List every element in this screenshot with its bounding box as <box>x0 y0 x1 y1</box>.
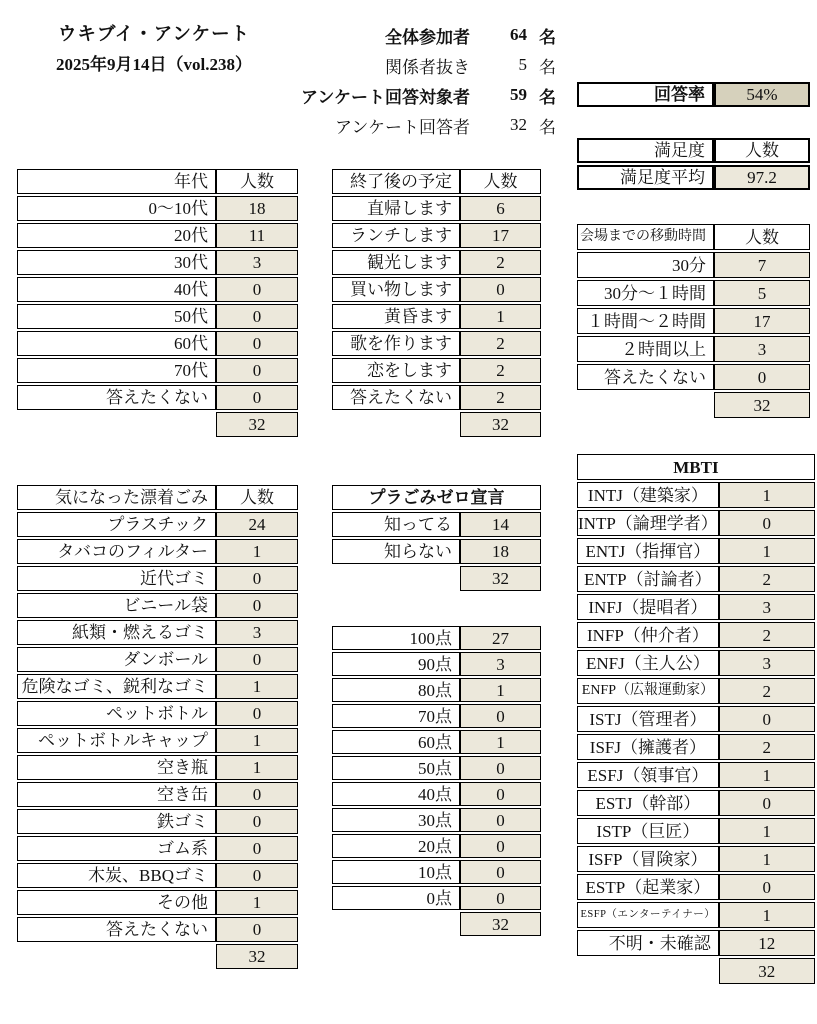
table-row <box>332 250 541 275</box>
empty-cell <box>577 392 714 418</box>
table-header-row <box>17 169 298 194</box>
row-label: ENFP（広報運動家） <box>577 678 719 704</box>
stat-row-survey-targets <box>200 80 573 110</box>
table-row <box>17 512 298 537</box>
row-value: 2 <box>460 331 541 356</box>
total-row <box>17 944 298 969</box>
row-label: 40点 <box>332 782 460 806</box>
row-label: 紙類・燃えるゴミ <box>17 620 216 645</box>
table-row <box>577 364 810 390</box>
row-value: 0 <box>460 834 541 858</box>
row-label: タバコのフィルター <box>17 539 216 564</box>
empty-cell <box>332 566 460 591</box>
table-row <box>577 902 815 928</box>
stat-row-excluding-staff <box>200 50 573 80</box>
row-label: ペットボトルキャップ <box>17 728 216 753</box>
stat-label: 全体参加者 <box>385 27 470 47</box>
row-value: 0 <box>460 808 541 832</box>
plastic-zero-table <box>332 483 541 593</box>
drift-garbage-header: 気になった漂着ごみ <box>17 485 216 510</box>
table-row <box>17 782 298 807</box>
score-table <box>332 624 541 938</box>
table-row <box>17 728 298 753</box>
row-label: 10点 <box>332 860 460 884</box>
row-label: 知らない <box>332 539 460 564</box>
row-label: 空き缶 <box>17 782 216 807</box>
row-value: 7 <box>714 252 810 278</box>
table-row <box>577 165 810 190</box>
row-label: ISTP（巨匠） <box>577 818 719 844</box>
table-row <box>577 538 815 564</box>
table-row <box>17 863 298 888</box>
row-value: 12 <box>719 930 815 956</box>
table-row <box>17 304 298 329</box>
table-row <box>17 917 298 942</box>
row-label: ESTJ（幹部） <box>577 790 719 816</box>
mbti-table <box>577 452 815 986</box>
row-value: 17 <box>460 223 541 248</box>
row-label: ２時間以上 <box>577 336 714 362</box>
row-label: 60代 <box>17 331 216 356</box>
row-value: 1 <box>719 818 815 844</box>
row-value: 1 <box>216 755 298 780</box>
row-label: 70点 <box>332 704 460 728</box>
row-label: 0～10代 <box>17 196 216 221</box>
row-value: 0 <box>216 809 298 834</box>
table-row <box>577 734 815 760</box>
table-header-row <box>577 138 810 163</box>
row-value: 0 <box>460 860 541 884</box>
row-label: 不明・未確認 <box>577 930 719 956</box>
total-value: 32 <box>714 392 810 418</box>
table-row <box>17 755 298 780</box>
table-row <box>332 385 541 410</box>
row-label: 直帰します <box>332 196 460 221</box>
row-value: 2 <box>460 385 541 410</box>
row-value: 3 <box>719 594 815 620</box>
table-row <box>332 277 541 302</box>
satisfaction-avg-value: 97.2 <box>714 165 810 190</box>
total-row <box>577 392 810 418</box>
row-value: 0 <box>460 704 541 728</box>
row-label: 答えたくない <box>577 364 714 390</box>
row-label: 答えたくない <box>17 385 216 410</box>
table-row <box>332 678 541 702</box>
stat-value: 64 <box>510 25 527 44</box>
row-value: 0 <box>714 364 810 390</box>
row-value: 2 <box>719 622 815 648</box>
row-value: 0 <box>719 790 815 816</box>
table-row <box>332 539 541 564</box>
total-row <box>332 566 541 591</box>
drift-garbage-table <box>17 483 298 971</box>
row-label: INTP（論理学者） <box>577 510 719 536</box>
table-row <box>577 252 810 278</box>
after-plans-table <box>332 167 541 439</box>
row-value: 0 <box>216 304 298 329</box>
stat-unit: 名 <box>539 117 556 137</box>
table-row <box>332 704 541 728</box>
table-row <box>17 331 298 356</box>
stat-label: 関係者抜き <box>385 57 470 77</box>
row-value: 0 <box>216 782 298 807</box>
row-value: 0 <box>216 836 298 861</box>
row-value: 0 <box>216 701 298 726</box>
table-row <box>17 277 298 302</box>
table-row <box>332 358 541 383</box>
empty-cell <box>17 412 216 437</box>
total-row <box>577 958 815 984</box>
table-row <box>17 836 298 861</box>
row-value: 2 <box>719 678 815 704</box>
page-title: ウキブイ・アンケート <box>57 25 251 45</box>
row-label: 80点 <box>332 678 460 702</box>
table-row <box>577 650 815 676</box>
stat-value: 59 <box>510 85 527 104</box>
row-label: 黄昏ます <box>332 304 460 329</box>
row-value: 0 <box>216 917 298 942</box>
row-value: 1 <box>719 902 815 928</box>
row-label: 答えたくない <box>17 917 216 942</box>
table-row <box>577 308 810 334</box>
row-value: 0 <box>216 358 298 383</box>
table-row <box>577 622 815 648</box>
row-label: プラスチック <box>17 512 216 537</box>
row-value: 5 <box>714 280 810 306</box>
table-row <box>332 652 541 676</box>
table-row <box>17 385 298 410</box>
age-header: 年代 <box>17 169 216 194</box>
total-value: 32 <box>719 958 815 984</box>
row-value: 24 <box>216 512 298 537</box>
row-value: 0 <box>460 277 541 302</box>
row-label: 50代 <box>17 304 216 329</box>
row-label: 知ってる <box>332 512 460 537</box>
table-header-row <box>577 454 815 480</box>
row-label: ゴム系 <box>17 836 216 861</box>
table-row <box>17 890 298 915</box>
row-label: 30分 <box>577 252 714 278</box>
row-value: 1 <box>460 678 541 702</box>
mbti-header: MBTI <box>577 454 815 480</box>
row-label: 空き瓶 <box>17 755 216 780</box>
row-value: 0 <box>460 782 541 806</box>
row-label: 観光します <box>332 250 460 275</box>
row-value: 1 <box>216 728 298 753</box>
table-row <box>17 674 298 699</box>
table-row <box>17 539 298 564</box>
row-label: 30点 <box>332 808 460 832</box>
row-value: 27 <box>460 626 541 650</box>
empty-cell <box>332 412 460 437</box>
participant-stats <box>200 20 573 140</box>
stat-row-survey-respondents <box>200 110 573 140</box>
row-label: 30代 <box>17 250 216 275</box>
row-label: ペットボトル <box>17 701 216 726</box>
row-value: 2 <box>460 358 541 383</box>
row-value: 0 <box>719 706 815 732</box>
row-label: 買い物します <box>332 277 460 302</box>
row-value: 18 <box>216 196 298 221</box>
response-rate-value: 54% <box>714 82 810 107</box>
row-label: 答えたくない <box>332 385 460 410</box>
table-row <box>577 706 815 732</box>
table-row <box>332 196 541 221</box>
count-header: 人数 <box>714 138 810 163</box>
count-header: 人数 <box>216 169 298 194</box>
table-row <box>332 808 541 832</box>
table-row <box>577 594 815 620</box>
row-label: ESTP（起業家） <box>577 874 719 900</box>
row-label: 恋をします <box>332 358 460 383</box>
row-label: 90点 <box>332 652 460 676</box>
table-row <box>17 620 298 645</box>
row-label: ESFJ（領事官） <box>577 762 719 788</box>
table-row <box>332 730 541 754</box>
table-row <box>577 482 815 508</box>
row-value: 11 <box>216 223 298 248</box>
stat-label: アンケート回答者 <box>335 117 470 137</box>
total-value: 32 <box>460 412 541 437</box>
table-row <box>332 304 541 329</box>
row-label: INFP（仲介者） <box>577 622 719 648</box>
row-value: 1 <box>460 304 541 329</box>
table-row <box>577 930 815 956</box>
row-value: 0 <box>216 331 298 356</box>
row-label: ISFJ（擁護者） <box>577 734 719 760</box>
plastic-zero-header: プラごみゼロ宣言 <box>332 485 541 510</box>
row-label: INFJ（提唱者） <box>577 594 719 620</box>
table-row <box>17 223 298 248</box>
table-row <box>332 512 541 537</box>
table-row <box>577 790 815 816</box>
row-value: 2 <box>719 566 815 592</box>
table-header-row <box>332 485 541 510</box>
row-value: 2 <box>460 250 541 275</box>
table-row <box>577 874 815 900</box>
row-label: 鉄ゴミ <box>17 809 216 834</box>
row-label: 危険なゴミ、鋭利なゴミ <box>17 674 216 699</box>
age-table <box>17 167 298 439</box>
row-label: 30分～１時間 <box>577 280 714 306</box>
table-row <box>577 82 810 107</box>
row-label: ESFP（エンターテイナー） <box>577 902 719 928</box>
stat-unit: 名 <box>539 27 556 47</box>
table-row <box>17 647 298 672</box>
satisfaction-header: 満足度 <box>577 138 714 163</box>
row-value: 0 <box>216 647 298 672</box>
table-row <box>577 678 815 704</box>
total-value: 32 <box>216 412 298 437</box>
total-row <box>332 412 541 437</box>
row-value: 1 <box>216 674 298 699</box>
row-value: 17 <box>714 308 810 334</box>
response-rate-table <box>577 80 810 109</box>
row-value: 3 <box>216 620 298 645</box>
table-row <box>332 860 541 884</box>
row-label: INTJ（建築家） <box>577 482 719 508</box>
row-value: 0 <box>216 593 298 618</box>
table-row <box>17 196 298 221</box>
row-label: 70代 <box>17 358 216 383</box>
row-label: 20代 <box>17 223 216 248</box>
stat-row-total-participants <box>200 20 573 50</box>
stat-unit: 名 <box>539 57 556 77</box>
row-value: 1 <box>216 890 298 915</box>
count-header: 人数 <box>216 485 298 510</box>
table-row <box>577 818 815 844</box>
stat-value: 5 <box>518 55 527 74</box>
row-label: ENTP（討論者） <box>577 566 719 592</box>
row-value: 3 <box>714 336 810 362</box>
page-date: 2025年9月14日（vol.238） <box>56 55 252 74</box>
row-value: 1 <box>216 539 298 564</box>
row-label: 近代ゴミ <box>17 566 216 591</box>
table-row <box>577 280 810 306</box>
row-value: 6 <box>460 196 541 221</box>
count-header: 人数 <box>714 224 810 250</box>
row-label: ENTJ（指揮官） <box>577 538 719 564</box>
row-label: ENFJ（主人公） <box>577 650 719 676</box>
stat-label: アンケート回答対象者 <box>301 87 470 107</box>
table-row <box>332 834 541 858</box>
row-value: 0 <box>216 277 298 302</box>
row-value: 0 <box>216 385 298 410</box>
empty-cell <box>17 944 216 969</box>
table-row <box>577 846 815 872</box>
table-header-row <box>577 224 810 250</box>
row-label: 60点 <box>332 730 460 754</box>
row-label: ランチします <box>332 223 460 248</box>
row-value: 1 <box>719 762 815 788</box>
row-value: 0 <box>719 510 815 536</box>
table-row <box>17 566 298 591</box>
row-value: 1 <box>460 730 541 754</box>
row-value: 1 <box>719 482 815 508</box>
count-header: 人数 <box>460 169 541 194</box>
row-value: 0 <box>460 886 541 910</box>
row-label: 20点 <box>332 834 460 858</box>
row-label: 40代 <box>17 277 216 302</box>
row-value: 2 <box>719 734 815 760</box>
total-row <box>332 912 541 936</box>
travel-time-table <box>577 222 810 420</box>
table-header-row <box>17 485 298 510</box>
travel-time-header: 会場までの移動時間 <box>577 224 714 250</box>
response-rate-label: 回答率 <box>577 82 714 107</box>
stat-value: 32 <box>510 115 527 134</box>
row-value: 0 <box>719 874 815 900</box>
row-value: 14 <box>460 512 541 537</box>
row-label: １時間～２時間 <box>577 308 714 334</box>
row-label: その他 <box>17 890 216 915</box>
after-plans-header: 終了後の予定 <box>332 169 460 194</box>
row-label: 木炭、BBQゴミ <box>17 863 216 888</box>
total-row <box>17 412 298 437</box>
table-row <box>332 223 541 248</box>
total-value: 32 <box>460 912 541 936</box>
total-value: 32 <box>216 944 298 969</box>
table-row <box>332 626 541 650</box>
row-label: ビニール袋 <box>17 593 216 618</box>
row-value: 1 <box>719 538 815 564</box>
empty-cell <box>577 958 719 984</box>
table-row <box>17 809 298 834</box>
table-row <box>17 593 298 618</box>
row-label: ISTJ（管理者） <box>577 706 719 732</box>
table-row <box>332 756 541 780</box>
row-value: 3 <box>216 250 298 275</box>
row-value: 0 <box>460 756 541 780</box>
table-header-row <box>332 169 541 194</box>
table-row <box>17 250 298 275</box>
row-label: 100点 <box>332 626 460 650</box>
row-value: 0 <box>216 566 298 591</box>
row-label: ISFP（冒険家） <box>577 846 719 872</box>
table-row <box>332 331 541 356</box>
table-row <box>577 336 810 362</box>
row-value: 1 <box>719 846 815 872</box>
table-row <box>332 782 541 806</box>
row-label: 0点 <box>332 886 460 910</box>
table-row <box>577 566 815 592</box>
row-value: 3 <box>460 652 541 676</box>
row-label: ダンボール <box>17 647 216 672</box>
row-value: 0 <box>216 863 298 888</box>
empty-cell <box>332 912 460 936</box>
table-row <box>332 886 541 910</box>
row-label: 歌を作ります <box>332 331 460 356</box>
row-value: 18 <box>460 539 541 564</box>
stat-unit: 名 <box>539 87 556 107</box>
total-value: 32 <box>460 566 541 591</box>
satisfaction-table <box>577 136 810 192</box>
table-row <box>17 358 298 383</box>
satisfaction-avg-label: 満足度平均 <box>577 165 714 190</box>
table-row <box>17 701 298 726</box>
table-row <box>577 510 815 536</box>
row-value: 3 <box>719 650 815 676</box>
table-row <box>577 762 815 788</box>
row-label: 50点 <box>332 756 460 780</box>
